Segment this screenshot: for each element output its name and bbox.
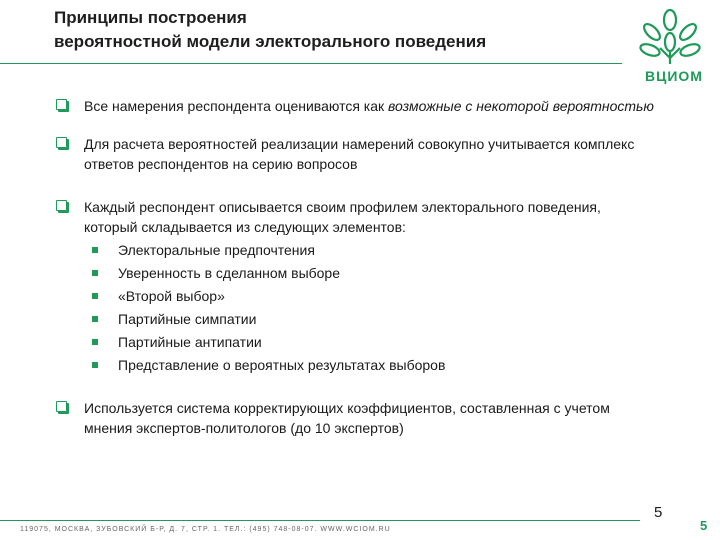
title-line-1: Принципы построения (54, 8, 247, 27)
sub-list (84, 239, 656, 377)
square-bullet-icon (92, 270, 98, 276)
slide-content (56, 96, 656, 438)
sub-list-item (84, 262, 656, 285)
square-bullet-icon (92, 293, 98, 299)
square-bullet-icon (92, 316, 98, 322)
sub-list-item-text: Партийные симпатии (118, 311, 257, 327)
title-divider (0, 63, 622, 64)
bullet-item (56, 96, 656, 116)
checkbox-bullet-icon (56, 99, 67, 110)
sub-list-item (84, 331, 656, 354)
square-bullet-icon (92, 362, 98, 368)
square-bullet-icon (92, 339, 98, 345)
sub-list-item (84, 285, 656, 308)
bullet-item (56, 134, 656, 174)
bullet-text: Все намерения респондента оцениваются как (84, 98, 389, 114)
sub-list-item-text: Представление о вероятных результатах выборов (118, 357, 446, 373)
bullet-text: Используется система корректирующих коэффициентов, составленная с учетом мнения экспертов-политологов (до 10 экспертов) (84, 400, 610, 436)
checkbox-bullet-icon (56, 200, 67, 211)
checkbox-bullet-icon (56, 401, 67, 412)
page-number-corner: 5 (700, 518, 708, 533)
sub-list-item-text: «Второй выбор» (118, 288, 225, 304)
checkbox-bullet-icon (56, 137, 67, 148)
logo-text: ВЦИОМ (645, 68, 703, 84)
footer-divider (0, 520, 640, 521)
bullet-text: Каждый респондент описывается своим профилем электорального поведения, который складывается из следующих элементов: (84, 199, 601, 235)
sub-list-item (84, 308, 656, 331)
sub-list-item-text: Уверенность в сделанном выборе (118, 265, 341, 281)
slide-title (54, 6, 574, 54)
sub-list-item (84, 239, 656, 262)
bullet-italic-text: возможные с некоторой вероятностью (388, 98, 654, 114)
sub-list-item (84, 354, 656, 377)
bullet-item (56, 398, 656, 438)
title-line-2: вероятностной модели электорального поведения (54, 32, 487, 51)
bullet-item (56, 197, 656, 377)
page-number: 5 (654, 504, 663, 521)
bullet-text: Для расчета вероятностей реализации намерений совокупно учитывается комплекс ответов респондентов на серию вопросов (84, 136, 635, 172)
square-bullet-icon (92, 247, 98, 253)
footer-address: 119075, МОСКВА, ЗУБОВСКИЙ Б-Р, Д. 7, СТР. 1. ТЕЛ.: (495) 748-08-07. WWW.WCIOM.RU (20, 526, 391, 533)
sub-list-item-text: Электоральные предпочтения (118, 242, 315, 258)
sub-list-item-text: Партийные антипатии (118, 334, 262, 350)
